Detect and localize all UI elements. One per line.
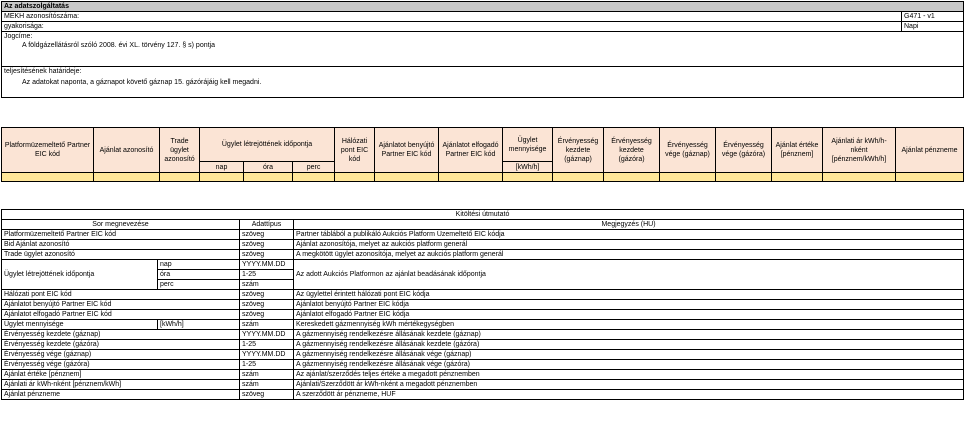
row-sub-hour: óra	[158, 270, 240, 280]
table-row	[2, 390, 964, 400]
row-type: 1-25	[240, 270, 294, 280]
table-row	[2, 260, 964, 270]
row-type: YYYY.MM.DD	[240, 260, 294, 270]
table-row	[2, 330, 964, 340]
col-acceptor-eic: Ajánlatot elfogadó Partner EIC kód	[439, 128, 503, 173]
row-name: Hálózati pont EIC kód	[2, 290, 240, 300]
row-name: Ajánlatot benyújtó Partner EIC kód	[2, 300, 240, 310]
sub-col-minute: perc	[293, 162, 335, 173]
col-submitter-eic: Ajánlatot benyújtó Partner EIC kód	[375, 128, 439, 173]
sub-col-hour: óra	[244, 162, 293, 173]
row-name: Ajánlati ár kWh-nként [pénznem/kWh]	[2, 380, 240, 390]
col-network-eic: Hálózati pont EIC kód	[335, 128, 375, 173]
legal-basis-label: Jogcíme:	[4, 33, 33, 40]
row-sub-day: nap	[158, 260, 240, 270]
row-note: Az adott Aukciós Platformon az ajánlat beadásának időpontja	[294, 260, 964, 290]
row-type: szám	[240, 370, 294, 380]
row-note: Ajánlatot benyújtó Partner EIC kódja	[294, 300, 964, 310]
table-row	[2, 290, 964, 300]
row-name: Ügylet mennyisége	[2, 320, 158, 330]
row-note: Az ajánlat/szerződés teljes értéke a megadott pénznemben	[294, 370, 964, 380]
guide-title: Kitöltési útmutató	[2, 210, 964, 220]
col-currency: Ajánlat pénzneme	[896, 128, 964, 173]
mekh-value: G471 - v1	[902, 12, 964, 22]
row-note: Az ügylettel érintett hálózati pont EIC kódja	[294, 290, 964, 300]
table-row	[2, 340, 964, 350]
filling-guide-table	[1, 209, 964, 400]
table-row	[2, 370, 964, 380]
row-name: Érvényesség kezdete (gázóra)	[2, 340, 240, 350]
input-platform-eic[interactable]	[2, 173, 94, 182]
row-name: Ajánlat pénzneme	[2, 390, 240, 400]
row-note: Ajánlat azonosítója, melyet az aukciós platform generál	[294, 240, 964, 250]
row-note: Ajánlati/Szerződött ár kWh-nként a megadott pénznemben	[294, 380, 964, 390]
frequency-value: Napi	[902, 22, 964, 32]
row-type: YYYY.MM.DD	[240, 330, 294, 340]
input-validity-end-hour[interactable]	[716, 173, 772, 182]
row-type: szöveg	[240, 230, 294, 240]
table-row	[2, 350, 964, 360]
table-row	[2, 300, 964, 310]
row-note: Ajánlatot elfogadó Partner EIC kódja	[294, 310, 964, 320]
table-row	[2, 360, 964, 370]
row-name: Érvényesség vége (gázóra)	[2, 360, 240, 370]
input-bid-value[interactable]	[772, 173, 823, 182]
row-name: Ügylet létrejöttének időpontja	[2, 260, 158, 290]
row-note: A szerződött ár pénzneme, HUF	[294, 390, 964, 400]
input-trade-id[interactable]	[160, 173, 200, 182]
col-bid-id: Ajánlat azonosító	[94, 128, 160, 173]
col-bid-price: Ajánlati ár kWh/h-nként [pénznem/kWh/h]	[823, 128, 896, 173]
table-row	[2, 310, 964, 320]
row-name: Ajánlatot elfogadó Partner EIC kód	[2, 310, 240, 320]
deadline-text: Az adatokat naponta, a gáznapot követő gáznap 15. gázórájáig kell megadni.	[22, 79, 262, 86]
input-quantity[interactable]	[503, 173, 553, 182]
guide-header-row: Sor megnevezése	[2, 220, 240, 230]
row-type: 1-25	[240, 360, 294, 370]
col-validity-start-hour: Érvényesség kezdete (gázóra)	[604, 128, 660, 173]
mekh-label: MEKH azonosítószáma:	[2, 12, 902, 22]
table-row	[2, 240, 964, 250]
input-validity-start-hour[interactable]	[604, 173, 660, 182]
row-type: 1-25	[240, 340, 294, 350]
col-platform-eic: Platformüzemeltető Partner EIC kód	[2, 128, 94, 173]
row-note: Partner táblából a publikáló Aukciós Platform Üzemeltető EIC kódja	[294, 230, 964, 240]
col-quantity: Ügylet mennyisége	[503, 128, 553, 162]
row-unit: [kWh/h]	[158, 320, 240, 330]
input-currency[interactable]	[896, 173, 964, 182]
row-name: Érvényesség vége (gáznap)	[2, 350, 240, 360]
input-network-eic[interactable]	[335, 173, 375, 182]
table-row	[2, 380, 964, 390]
row-note: A gázmennyiség rendelkezésre állásának vége (gáznap)	[294, 350, 964, 360]
row-note: A gázmennyiség rendelkezésre állásának vége (gázóra)	[294, 360, 964, 370]
row-name: Érvényesség kezdete (gáznap)	[2, 330, 240, 340]
table-row	[2, 250, 964, 260]
deadline-label: teljesítésének határideje:	[4, 68, 82, 75]
row-note: A gázmennyiség rendelkezésre állásának kezdete (gáznap)	[294, 330, 964, 340]
guide-header-type: Adattípus	[240, 220, 294, 230]
input-minute[interactable]	[293, 173, 335, 182]
frequency-label: gyakorisága:	[2, 22, 902, 32]
sub-col-day: nap	[200, 162, 244, 173]
row-note: Kereskedett gázmennyiség kWh mértékegységben	[294, 320, 964, 330]
col-validity-start-day: Érvényesség kezdete (gáznap)	[553, 128, 604, 173]
legal-basis-cell	[2, 32, 964, 67]
input-bid-price[interactable]	[823, 173, 896, 182]
input-day[interactable]	[200, 173, 244, 182]
row-type: szöveg	[240, 390, 294, 400]
row-type: szöveg	[240, 290, 294, 300]
row-name: Ajánlat értéke [pénznem]	[2, 370, 240, 380]
col-bid-value: Ajánlat értéke [pénznem]	[772, 128, 823, 173]
quantity-unit: [kWh/h]	[503, 162, 553, 173]
row-note: A megkötött ügylet azonosítója, melyet az aukciós platform generál	[294, 250, 964, 260]
row-type: szöveg	[240, 310, 294, 320]
row-type: szám	[240, 280, 294, 290]
col-validity-end-hour: Érvényesség vége (gázóra)	[716, 128, 772, 173]
table-row	[2, 320, 964, 330]
input-validity-start-day[interactable]	[553, 173, 604, 182]
row-name: Bid Ajánlat azonosító	[2, 240, 240, 250]
row-type: szöveg	[240, 240, 294, 250]
deadline-cell	[2, 67, 964, 98]
input-bid-id[interactable]	[94, 173, 160, 182]
row-name: Trade ügylet azonosító	[2, 250, 240, 260]
row-name: Platformüzemeltető Partner EIC kód	[2, 230, 240, 240]
col-validity-end-day: Érvényesség vége (gáznap)	[660, 128, 716, 173]
col-trade-id: Trade ügylet azonosító	[160, 128, 200, 173]
input-hour[interactable]	[244, 173, 293, 182]
input-validity-end-day[interactable]	[660, 173, 716, 182]
row-type: szám	[240, 320, 294, 330]
input-submitter-eic[interactable]	[375, 173, 439, 182]
input-acceptor-eic[interactable]	[439, 173, 503, 182]
row-note: A gázmennyiség rendelkezésre állásának kezdete (gázóra)	[294, 340, 964, 350]
col-trade-time: Ügylet létrejöttének időpontja	[200, 128, 335, 162]
data-entry-table	[1, 127, 964, 182]
row-type: szöveg	[240, 250, 294, 260]
guide-header-note: Megjegyzés (HU)	[294, 220, 964, 230]
report-header	[1, 1, 964, 98]
legal-basis-text: A földgázellátásról szóló 2008. évi XL. törvény 127. § s) pontja	[22, 42, 216, 49]
header-title: Az adatszolgáltatás	[2, 2, 964, 12]
row-type: szám	[240, 380, 294, 390]
row-sub-minute: perc	[158, 280, 240, 290]
table-row	[2, 230, 964, 240]
row-type: YYYY.MM.DD	[240, 350, 294, 360]
row-type: szöveg	[240, 300, 294, 310]
